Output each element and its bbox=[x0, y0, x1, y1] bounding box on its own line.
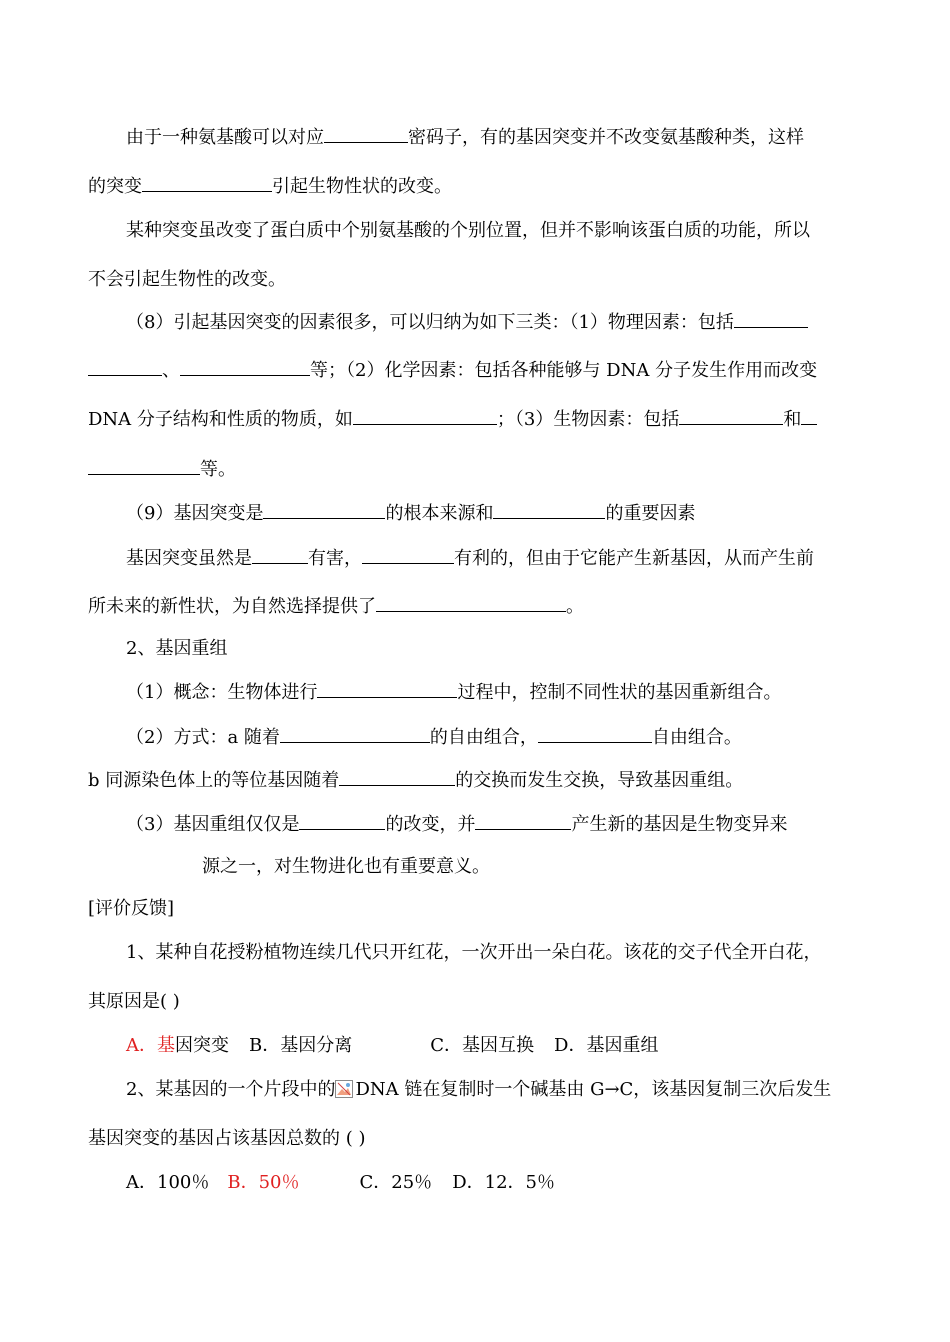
text-line: （9）基因突变是 的根本来源和 的重要因素 bbox=[126, 503, 696, 524]
broken-image-icon bbox=[335, 1080, 353, 1098]
option-c: C．基因互换 bbox=[430, 1035, 535, 1056]
text-line: DNA 分子结构和性质的物质，如 ；（3）生物因素：包括 和 bbox=[88, 407, 817, 432]
question-1-options bbox=[126, 1034, 658, 1058]
option-c: C．25％ bbox=[359, 1172, 433, 1193]
text-line: （8）引起基因突变的因素很多，可以归纳为如下三类：（1）物理因素：包括 bbox=[126, 310, 808, 335]
blank bbox=[263, 501, 385, 519]
blank bbox=[88, 358, 162, 376]
blank bbox=[493, 501, 605, 519]
blank bbox=[299, 812, 385, 830]
question-1-cont: 其原因是( ) bbox=[88, 991, 180, 1012]
text-line: 某种突变虽改变了蛋白质中个别氨基酸的个别位置，但并不影响该蛋白质的功能，所以 bbox=[126, 220, 810, 241]
section-heading: 2、基因重组 bbox=[126, 638, 228, 659]
option-a-answer: A．基 bbox=[126, 1035, 175, 1056]
blank bbox=[734, 310, 808, 328]
blank bbox=[142, 174, 272, 192]
text-line: 由于一种氨基酸可以对应 密码子，有的基因突变并不改变氨基酸种类，这样 bbox=[126, 127, 804, 148]
option-d: D．12．5％ bbox=[452, 1172, 555, 1193]
blank bbox=[317, 680, 457, 698]
blank bbox=[339, 768, 455, 786]
text-line: （3）基因重组仅仅是 的改变，并 产生新的基因是生物变异来 bbox=[126, 814, 788, 835]
blank bbox=[324, 125, 408, 143]
option-b-answer: B．50％ bbox=[227, 1172, 300, 1193]
blank bbox=[353, 407, 497, 425]
blank bbox=[679, 407, 783, 425]
section-heading: [评价反馈] bbox=[88, 898, 175, 919]
text-line: （2）方式：a 随着 的自由组合， 自由组合。 bbox=[126, 727, 742, 748]
text-line: 的突变 引起生物性状的改变。 bbox=[88, 176, 452, 197]
question-1: 1、某种自花授粉植物连续几代只开红花，一次开出一朵白花。该花的交子代全开白花， bbox=[126, 942, 822, 963]
blank bbox=[475, 812, 571, 830]
option-b: B．基因分离 bbox=[249, 1035, 353, 1056]
blank bbox=[280, 725, 430, 743]
question-2: 2、某基因的一个片段中的 DNA 链在复制时一个碱基由 G→C，该基因复制三次后发生 bbox=[126, 1079, 832, 1100]
question-2-cont: 基因突变的基因占该基因总数的 ( ) bbox=[88, 1128, 366, 1149]
text-line: （1）概念：生物体进行 过程中，控制不同性状的基因重新组合。 bbox=[126, 682, 782, 703]
option-a-rest: 因突变 bbox=[175, 1035, 229, 1056]
text-line: 、 等；（2）化学因素：包括各种能够与 DNA 分子发生作用而改变 bbox=[88, 358, 817, 383]
blank bbox=[252, 546, 308, 564]
text-line: 基因突变虽然是 有害， 有利的，但由于它能产生新基因，从而产生前 bbox=[126, 548, 814, 569]
option-a: A．100％ bbox=[126, 1172, 210, 1193]
text-line: 所未来的新性状，为自然选择提供了 。 bbox=[88, 596, 584, 617]
blank bbox=[376, 594, 566, 612]
text-line: 源之一，对生物进化也有重要意义。 bbox=[202, 856, 490, 877]
blank bbox=[801, 407, 817, 425]
blank bbox=[362, 546, 454, 564]
option-d: D．基因重组 bbox=[554, 1035, 659, 1056]
text-line: 等。 bbox=[88, 457, 236, 482]
blank bbox=[538, 725, 652, 743]
text-line: 不会引起生物性的改变。 bbox=[88, 269, 286, 290]
text-line: b 同源染色体上的等位基因随着 的交换而发生交换，导致基因重组。 bbox=[88, 770, 744, 791]
blank bbox=[180, 358, 310, 376]
question-2-options bbox=[126, 1171, 555, 1195]
blank bbox=[88, 457, 200, 475]
